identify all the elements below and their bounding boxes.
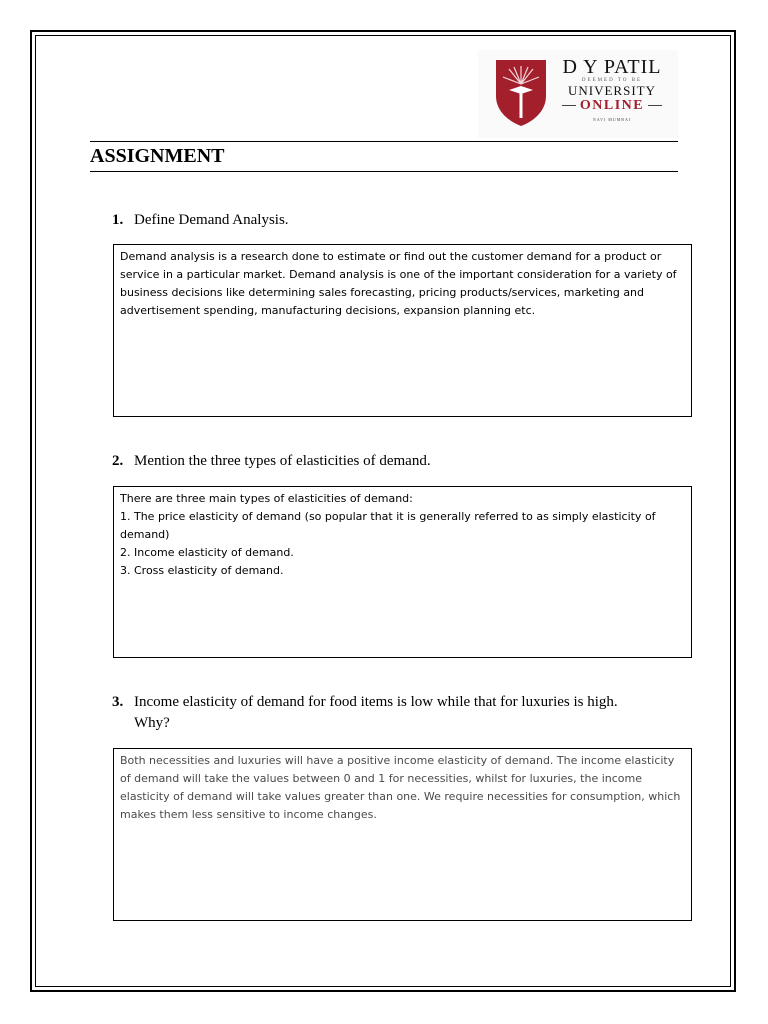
question-number: 1.	[112, 212, 124, 228]
answer-box-2: There are three main types of elasticities of demand: 1. The price elasticity of demand (so popular that it is generally referred to as simply elasticity of demand) 2. Income elasticity of demand. 3. Cross elasticity of demand.	[113, 486, 692, 658]
logo-line-3: UNIVERSITY	[568, 83, 656, 98]
logo-line-2: DEEMED TO BE	[581, 78, 643, 83]
logo-line-5: NAVI MUMBAI	[592, 117, 632, 122]
question-1	[112, 210, 672, 231]
university-logo	[478, 50, 678, 138]
question-text: Define Demand Analysis.	[134, 212, 289, 228]
question-text: Income elasticity of demand for food items is low while that for luxuries is high.	[134, 694, 618, 710]
answer-box-3: Both necessities and luxuries will have a positive income elasticity of demand. The income elasticity of demand will take the values between 0 and 1 for necessities, whilst for luxuries, the income elasticity of demand will take values greater than one. We require necessities for consumption, which makes them less sensitive to income changes.	[113, 748, 692, 921]
university-crest-icon	[492, 56, 550, 128]
question-3	[112, 692, 672, 734]
question-text-continued: Why?	[134, 715, 170, 731]
logo-line-1: D Y PATIL	[562, 56, 662, 78]
heading-top-rule	[90, 141, 678, 142]
question-text: Mention the three types of elasticities of demand.	[134, 453, 431, 469]
heading-bottom-rule	[90, 171, 678, 172]
question-number: 3.	[112, 694, 124, 710]
question-2	[112, 451, 672, 472]
answer-box-1: Demand analysis is a research done to estimate or find out the customer demand for a product or service in a particular market. Demand analysis is one of the important consideration for a variety of business decisions like determining sales forecasting, pricing products/services, marketing and advertisement spending, manufacturing decisions, expansion planning etc.	[113, 244, 692, 417]
page-title: ASSIGNMENT	[90, 145, 225, 167]
logo-line-4: ONLINE	[556, 98, 668, 114]
question-number: 2.	[112, 453, 124, 469]
